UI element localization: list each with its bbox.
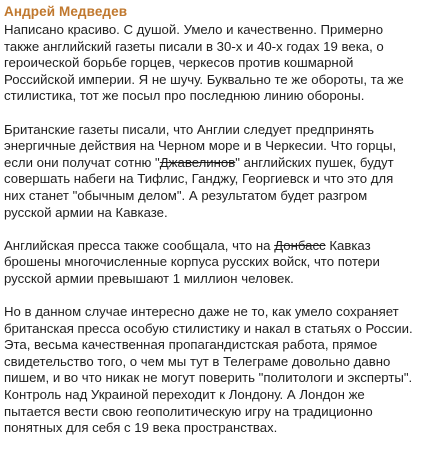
- paragraph-2-text-start: Британские газеты писали, что Англии следует предпринять энергичные действия на Черном море и в Черкесии. Что горцы, если они получат сотню ": [4, 121, 397, 170]
- paragraph-3-text-start: Английская пресса также сообщала, что на: [4, 237, 275, 253]
- paragraph-3-text-end: Кавказ брошены многочисленные корпуса русских войск, что потери русской армии превышают 1 миллион человек.: [4, 237, 380, 286]
- message-paragraph-2: [4, 122, 418, 222]
- paragraph-2-text-end: " английских пушек, будут совершать набеги на Тифлис, Ганджу, Георгиевск и что это для них станет "обычным делом". А результатом будет разгром русской армии на Кавказе.: [4, 154, 394, 220]
- paragraph-4-text: Но в данном случае интересно даже не то, как умело сохраняет британская пресса особую стилистику и накал в статьях о России. Эта, весьма качественная пропагандистская работа, прямое свидетельство того, о чем мы тут в Телеграме довольно давно пишем, и во что никак не могут поверить "политологи и эксперты". Контроль над Украиной переходит к Лондону. А Лондон же пытается вести свою геополитическую игру на традиционно понятных для себя с 19 века пространствах.: [4, 304, 413, 436]
- message-paragraph-3: [4, 238, 418, 288]
- paragraph-1-text: Написано красиво. С душой. Умело и качественно. Примерно также английский газеты писали в 30-х и 40-х годах 19 века, о героической борьбе горцев, черкесов против кошмарной Российской империи. Я не шучу. Буквально те же обороты, та же стилистика, тот же посыл про последнюю линию обороны.: [4, 22, 404, 104]
- author-name[interactable]: Андрей Медведев: [4, 4, 128, 19]
- message-paragraph-1: [4, 22, 418, 105]
- message-paragraph-4: [4, 304, 418, 437]
- strikethrough-word-donbass: Донбасс: [274, 237, 326, 253]
- strikethrough-word-javelins: Джавелинов: [159, 154, 236, 170]
